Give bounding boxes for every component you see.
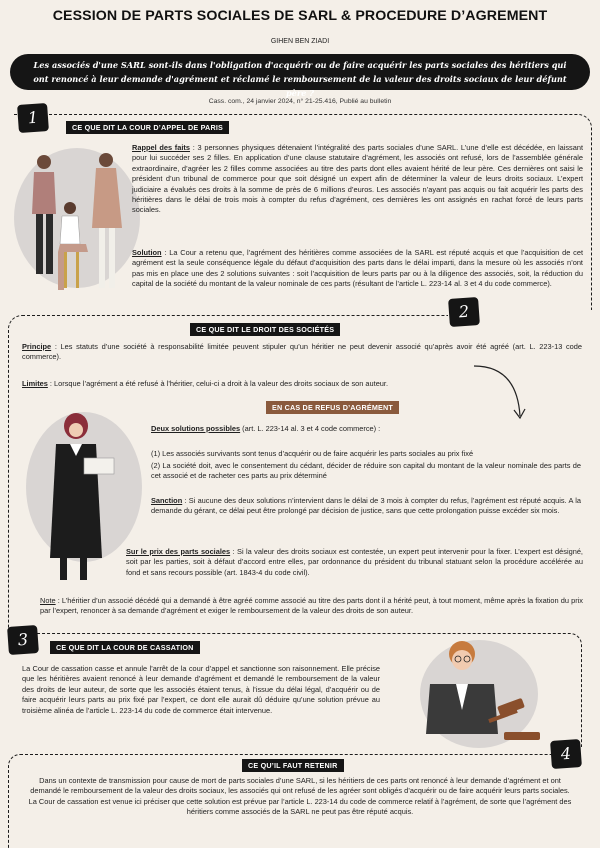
case-reference: Cass. com., 24 janvier 2024, n° 21-25.416, Publié au bulletin xyxy=(208,98,392,105)
solution-item-2: (2) La société doit, avec le consentement du cédant, décider de réduire son capital du montant de la valeur nominale des parts de cet associé et de racheter ces parts au prix déterminé xyxy=(151,461,581,481)
section3-paragraph: La Cour de cassation casse et annule l’arrêt de la cour d’appel et sanctionne son raisonnement. Elle précise que les héritières avaient renoncé à leur demande d’agrément et demandé le remboursement de la valeur des droits de leur auteur, de sorte que les associés étaient tenus, à l’issue du délai légal, d’acquérir ou de faire acquérir leurs parts au prix fixé par l’expert, ce dont elle aurait dû déduire qu’une solution prévue au troisième alinéa de l’article L. 223-14 du code de commerce était intervenue. xyxy=(22,664,380,715)
note-title: Note xyxy=(40,596,56,605)
section1-label: CE QUE DIT LA COUR D’APPEL DE PARIS xyxy=(66,121,229,134)
sanction-text: : Si aucune des deux solutions n’intervient dans le délai de 3 mois à compter du refus, l’agrément est réputé acquis. A la demande du gérant, ce délai peut être prolongé par décision de justice, sans que cette prolongation puisse excéder six mois. xyxy=(151,496,581,516)
section1-solution-paragraph xyxy=(132,248,583,290)
three-women-illustration xyxy=(18,144,138,304)
question-banner: Les associés d'une SARL sont-ils dans l'obligation d'acquérir ou de faire acquérir les parts sociales des héritiers qui ont renoncé à leur demande d'agrément et réclamé le remboursement de la valeur des droits sociaux de leur défunt père ? xyxy=(10,54,590,90)
deux-solutions-text: (art. L. 223-14 al. 3 et 4 code commerce) : xyxy=(240,424,381,433)
principe-text: : Les statuts d’une société à responsabilité limitée peuvent stipuler qu’un héritier ne peut devenir associé qu’après avoir été agréé (art. L. 223-13 code commerce). xyxy=(22,342,582,362)
section4-label: CE QU’IL FAUT RETENIR xyxy=(242,759,344,772)
note-text: : L’héritier d’un associé décédé qui a demandé à être agréé comme associé au titre des parts dont il a hérité peut, à tout moment, même après la fixation du prix par l’expert, renoncer à sa demande d’agrément et exiger le remboursement de la valeur des droits de son auteur. xyxy=(40,596,583,616)
curved-arrow-icon xyxy=(470,360,530,424)
section2-number-badge: 2 xyxy=(448,297,480,327)
judge-illustration xyxy=(412,634,552,752)
limites-title: Limites xyxy=(22,379,48,388)
refus-agrement-label: EN CAS DE REFUS D’AGRÉMENT xyxy=(266,401,399,414)
limites-text: : Lorsque l’agrément a été refusé à l’héritier, celui-ci a droit à la valeur des droits sociaux de son auteur. xyxy=(47,379,389,388)
prix-parts-text: : Si la valeur des droits sociaux est contestée, un expert peut intervenir pour la fixer. L’expert est désigné, soit par les parties, soit à défaut d’accord entre elles, par ordonnance du président du tribunal statuant selon la procédure accélérée au fond et sans recours possible (art. 1843-4 du code civil). xyxy=(126,547,583,577)
page-title: CESSION DE PARTS SOCIALES DE SARL & PROCEDURE D’AGREMENT xyxy=(52,8,548,24)
section4-number-badge: 4 xyxy=(550,739,582,769)
lawyer-woman-illustration xyxy=(36,408,126,588)
deux-solutions-paragraph xyxy=(151,424,581,434)
prix-parts-paragraph xyxy=(126,547,583,578)
solution-title: Solution xyxy=(132,248,162,257)
deux-solutions-title: Deux solutions possibles xyxy=(151,424,241,433)
sanction-title: Sanction xyxy=(151,496,183,505)
section4-paragraph: Dans un contexte de transmission pour cause de mort de parts sociales d’une SARL, si les héritiers de ces parts ont renoncé à leur demande d’agrément et ont demandé le remboursement de la valeur des droits sociaux, les associés qui ont refusé de les agréer sont obligés d’acquérir ou de faire acquérir leurs parts sociales. La Cour de cassation est venue ici préciser que cette solution est prévue par l’article L. 223-14 du code de commerce relatif à l’agrément, de sorte que l’agrément des héritiers comme associés de la SARL ne peut pas être réputé acquis. xyxy=(28,776,572,817)
section1-rappel-paragraph xyxy=(132,143,583,216)
prix-parts-title: Sur le prix des parts sociales xyxy=(126,547,231,556)
note-paragraph xyxy=(40,596,583,617)
solution-item-1: (1) Les associés survivants sont tenus d’acquérir ou de faire acquérir les parts sociales au prix fixé xyxy=(151,449,474,458)
section2-limites-paragraph xyxy=(22,379,492,389)
rappel-title: Rappel des faits xyxy=(132,143,191,152)
section3-label: CE QUE DIT LA COUR DE CASSATION xyxy=(50,641,200,654)
section3-number-badge: 3 xyxy=(7,625,39,655)
solution-text: : La Cour a retenu que, l’agrément des héritières comme associées de la SARL est réputé acquis et que l’acquisition de cet agrément est la seule conséquence légale du défaut d’acquisition des parts dans le délai imparti, dans la mesure où les associés n’ont pas mis en place une des 2 solutions suivantes : soit l’acquisition de leurs parts par ou à la diligence des associés, soit, la réduction du capital de la société du montant de la valeur nominale de ces parts (résultant de l’article L. 223-14 al. 3 et 4 du code commerce). xyxy=(132,248,583,289)
section2-label: CE QUE DIT LE DROIT DES SOCIÉTÉS xyxy=(190,323,340,336)
sanction-paragraph xyxy=(151,496,581,517)
author-name: GIHEN BEN ZIADI xyxy=(270,38,330,45)
principe-title: Principe xyxy=(22,342,52,351)
rappel-text: : 3 personnes physiques détenaient l’intégralité des parts sociales d’une SARL. L’une d’elle est décédée, en laissant pour lui succéder ses 2 filles. En application d’une clause statutaire d’agrément, les associés ont refusé, lors de l’assemblée générale extraordinaire, d’agréer les 2 filles comme associées au titre des parts dont elles avaient hérité de leur père. Ces dernières ont saisi le président d’un tribunal de commerce pour que soit désigné un expert afin de déterminer la valeur de leurs droits sociaux. L’expert judiciaire a évalués ces droits à la somme de près de 6 millions d’euros. Les associés n’ayant pas acquis ou fait acquérir les parts des héritières dans le délai de trois mois à compter du refus d’agrément, ces dernières les ont assignés en rachat forcé de leurs parts sociales. xyxy=(132,143,583,215)
section1-number-badge: 1 xyxy=(17,103,49,133)
